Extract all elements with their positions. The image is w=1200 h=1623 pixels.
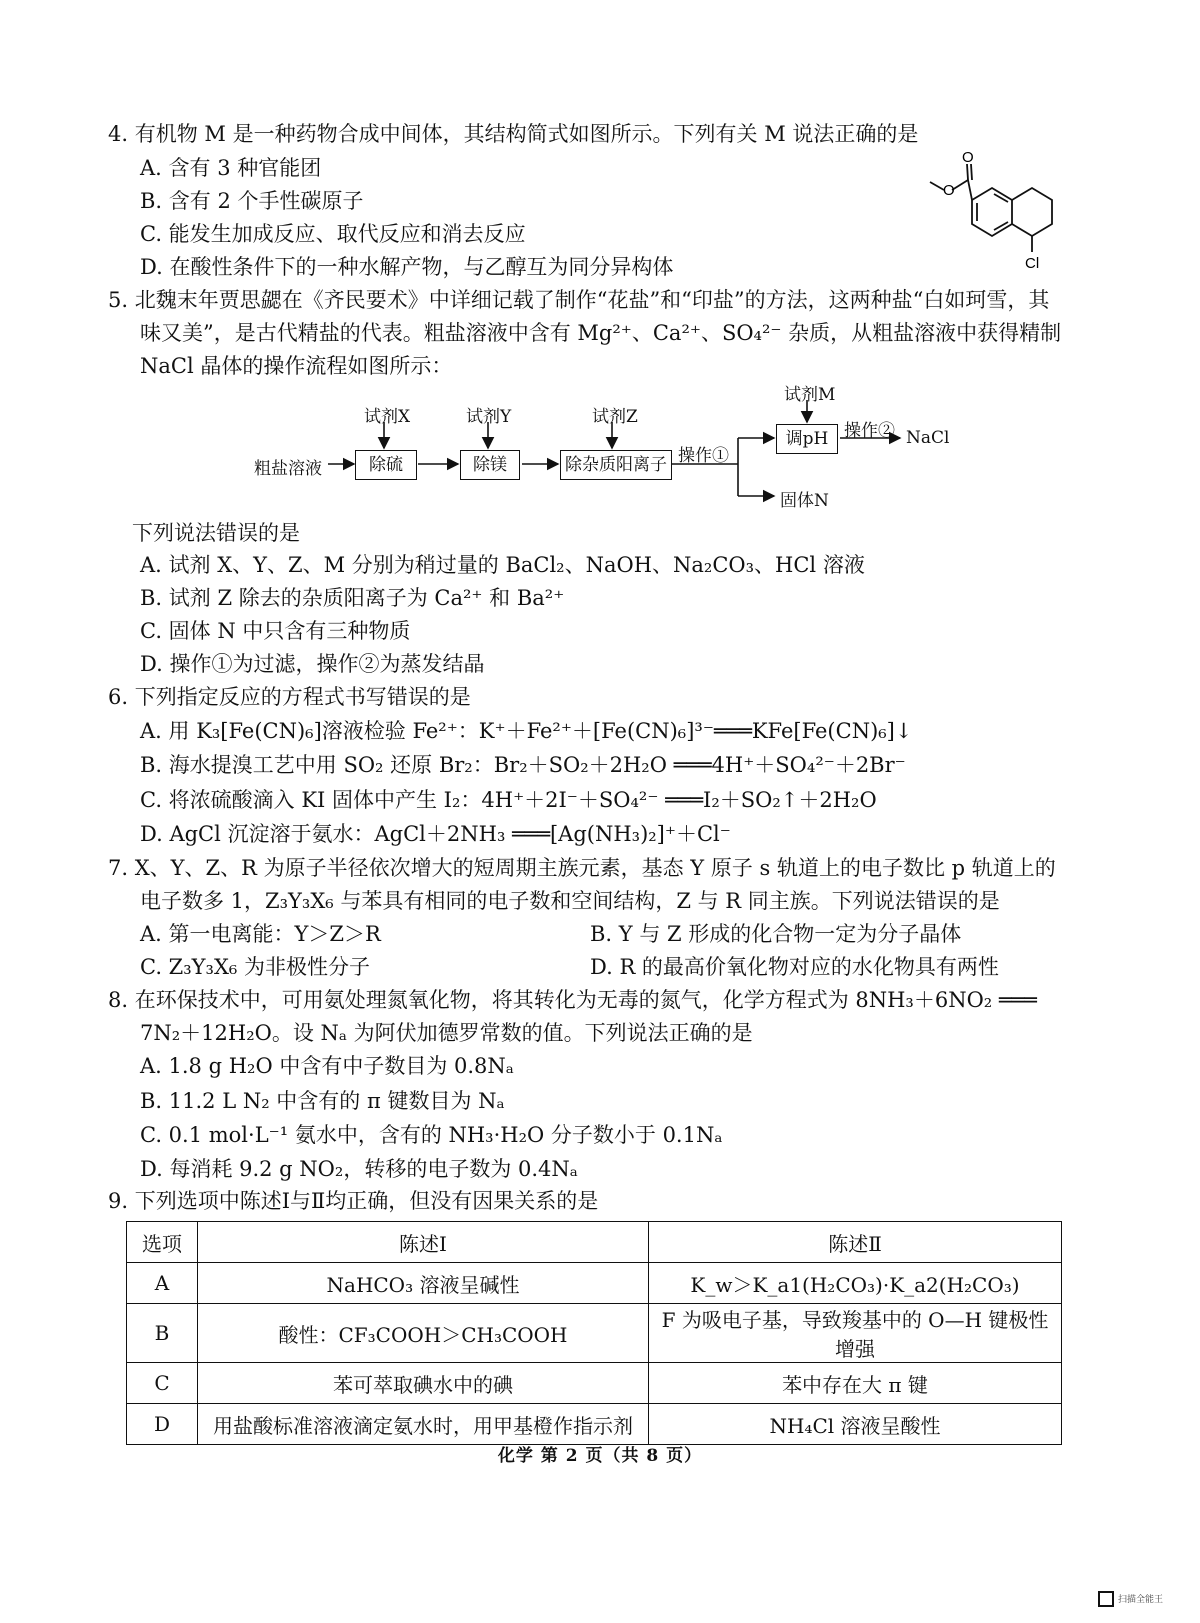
scanner-watermark: 扫描全能王: [1118, 1595, 1164, 1605]
q6-stem: 6. 下列指定反应的方程式书写错误的是: [108, 685, 471, 709]
flow-reagent-y: 试剂Y: [466, 407, 512, 427]
table-row: [127, 1304, 1062, 1363]
molecule-m-structure: [922, 150, 1082, 275]
q4-option-a: A. 含有 3 种官能团: [140, 156, 322, 180]
q5-option-c: C. 固体 N 中只含有三种物质: [140, 619, 411, 643]
q8-option-c: C. 0.1 mol·L⁻¹ 氨水中，含有的 NH₃·H₂O 分子数小于 0.1Nₐ: [140, 1123, 723, 1147]
table-cell-statement-2: NH₄Cl 溶液呈酸性: [649, 1404, 1062, 1445]
table-cell-option: A: [127, 1263, 198, 1304]
qr-code-icon: [1098, 1591, 1114, 1607]
table-cell-statement-1: NaHCO₃ 溶液呈碱性: [198, 1263, 649, 1304]
flow-box-remove-cations: 除杂质阳离子: [560, 450, 672, 480]
flow-reagent-x: 试剂X: [364, 407, 411, 427]
q6-option-a: A. 用 K₃[Fe(CN)₆]溶液检验 Fe²⁺：K⁺＋Fe²⁺＋[Fe(CN)₆]³⁻═══KFe[Fe(CN)₆]↓: [140, 719, 913, 743]
table-cell-option: B: [127, 1304, 198, 1363]
q6-option-b: B. 海水提溴工艺中用 SO₂ 还原 Br₂：Br₂＋SO₂＋2H₂O ═══4H⁺＋SO₄²⁻＋2Br⁻: [140, 753, 906, 777]
table-cell-statement-2: K_w＞K_a1(H₂CO₃)·K_a2(H₂CO₃): [649, 1263, 1062, 1304]
q4-option-d: D. 在酸性条件下的一种水解产物，与乙醇互为同分异构体: [140, 255, 674, 279]
table-row: [127, 1263, 1062, 1304]
q8-stem-line1: 8. 在环保技术中，可用氨处理氮氧化物，将其转化为无毒的氮气，化学方程式为 8NH₃＋6NO₂ ═══: [108, 988, 1037, 1012]
flow-reagent-z: 试剂Z: [592, 407, 638, 427]
table-header-row: [127, 1222, 1062, 1263]
flow-operation-1: 操作①: [678, 446, 729, 466]
salt-purification-flowchart: [250, 378, 970, 523]
flow-operation-2: 操作②: [844, 421, 895, 441]
table-cell-option: D: [127, 1404, 198, 1445]
flow-reagent-m: 试剂M: [784, 385, 836, 405]
table-header-option: 选项: [127, 1222, 198, 1263]
table-row: [127, 1363, 1062, 1404]
flow-start-label: 粗盐溶液: [254, 459, 322, 479]
q5-stem-line1: 5. 北魏末年贾思勰在《齐民要术》中详细记载了制作“花盐”和“印盐”的方法，这两种盐“白如珂雪，其: [108, 288, 1050, 312]
q5-stem-line3: NaCl 晶体的操作流程如图所示：: [140, 354, 453, 378]
table-header-statement-1: 陈述Ⅰ: [198, 1222, 649, 1263]
q7-stem-line2: 电子数多 1，Z₃Y₃X₆ 与苯具有相同的电子数和空间结构，Z 与 R 同主族。下列说法错误的是: [140, 889, 1000, 913]
molecule-cl-label: Cl: [1025, 255, 1040, 272]
table-cell-statement-1: 苯可萃取碘水中的碘: [198, 1363, 649, 1404]
q8-option-a: A. 1.8 g H₂O 中含有中子数目为 0.8Nₐ: [140, 1054, 514, 1078]
q8-stem-line2: 7N₂＋12H₂O。设 Nₐ 为阿伏加德罗常数的值。下列说法正确的是: [140, 1021, 753, 1045]
table-cell-statement-1: 酸性：CF₃COOH＞CH₃COOH: [198, 1304, 649, 1363]
q5-option-a: A. 试剂 X、Y、Z、M 分别为稍过量的 BaCl₂、NaOH、Na₂CO₃、HCl 溶液: [140, 553, 865, 577]
page-footer: 化学 第 2 页（共 8 页）: [497, 1446, 703, 1466]
table-cell-statement-2: 苯中存在大 π 键: [649, 1363, 1062, 1404]
q6-option-d: D. AgCl 沉淀溶于氨水：AgCl＋2NH₃ ═══[Ag(NH₃)₂]⁺＋Cl⁻: [140, 822, 731, 846]
q7-option-c: C. Z₃Y₃X₆ 为非极性分子: [140, 955, 371, 979]
q9-stem: 9. 下列选项中陈述Ⅰ与Ⅱ均正确，但没有因果关系的是: [108, 1189, 599, 1213]
q5-option-b: B. 试剂 Z 除去的杂质阳离子为 Ca²⁺ 和 Ba²⁺: [140, 586, 565, 610]
q5-option-d: D. 操作①为过滤，操作②为蒸发结晶: [140, 652, 485, 676]
q8-option-d: D. 每消耗 9.2 g NO₂，转移的电子数为 0.4Nₐ: [140, 1157, 578, 1181]
q4-stem: 4. 有机物 M 是一种药物合成中间体，其结构简式如图所示。下列有关 M 说法正确的是: [108, 122, 919, 146]
flow-box-remove-sulfate: 除硫: [355, 450, 417, 480]
q7-stem-line1: 7. X、Y、Z、R 为原子半径依次增大的短周期主族元素，基态 Y 原子 s 轨道上的电子数比 p 轨道上的: [108, 856, 1056, 880]
table-header-statement-2: 陈述Ⅱ: [649, 1222, 1062, 1263]
flow-box-remove-magnesium: 除镁: [460, 450, 520, 480]
q9-options-table: [126, 1221, 1062, 1445]
table-cell-statement-2: F 为吸电子基，导致羧基中的 O—H 键极性增强: [649, 1304, 1062, 1363]
table-cell-option: C: [127, 1363, 198, 1404]
q5-stem-line2: 味又美”，是古代精盐的代表。粗盐溶液中含有 Mg²⁺、Ca²⁺、SO₄²⁻ 杂质，从粗盐溶液中获得精制: [140, 321, 1062, 345]
molecule-ester-o-label: O: [943, 182, 955, 199]
flow-solid-n: 固体N: [780, 491, 829, 511]
flow-product-nacl: NaCl: [906, 428, 950, 448]
molecule-carbonyl-o-label: O: [962, 150, 974, 166]
table-row: [127, 1404, 1062, 1445]
table-cell-statement-1: 用盐酸标准溶液滴定氨水时，用甲基橙作指示剂: [198, 1404, 649, 1445]
q4-option-c: C. 能发生加成反应、取代反应和消去反应: [140, 222, 526, 246]
q4-option-b: B. 含有 2 个手性碳原子: [140, 189, 364, 213]
q7-option-a: A. 第一电离能：Y＞Z＞R: [140, 922, 381, 946]
q7-option-d: D. R 的最高价氧化物对应的水化物具有两性: [590, 955, 999, 979]
q8-option-b: B. 11.2 L N₂ 中含有的 π 键数目为 Nₐ: [140, 1089, 505, 1113]
q6-option-c: C. 将浓硫酸滴入 KI 固体中产生 I₂：4H⁺＋2I⁻＋SO₄²⁻ ═══I₂＋SO₂↑＋2H₂O: [140, 788, 877, 812]
flow-box-adjust-ph: 调pH: [776, 424, 838, 454]
q5-ask: 下列说法错误的是: [132, 521, 300, 545]
q7-option-b: B. Y 与 Z 形成的化合物一定为分子晶体: [590, 922, 962, 946]
